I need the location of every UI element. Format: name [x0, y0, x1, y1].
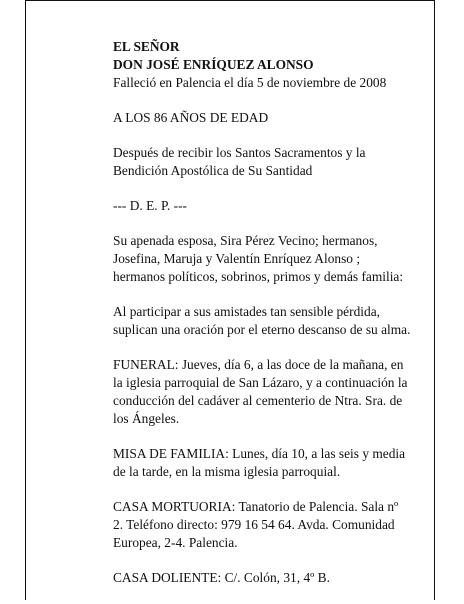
family-mass-block [113, 445, 423, 481]
funeral-line: conducción del cadáver al cementerio de Ntra. Sra. de [113, 393, 403, 408]
rip-block [113, 197, 423, 215]
sacraments-block [113, 144, 423, 180]
request-line: Al participar a sus amistades tan sensible pérdida, [113, 304, 380, 319]
mourning-house-line: CASA DOLIENTE: C/. Colón, 31, 4º B. [113, 570, 330, 585]
rip-line: --- D. E. P. --- [113, 198, 188, 213]
header-block [113, 38, 423, 92]
sacraments-line: Bendición Apostólica de Su Santidad [113, 163, 313, 178]
sacraments-line: Después de recibir los Santos Sacramentos y la [113, 145, 366, 160]
funeral-block [113, 356, 423, 428]
funeral-home-line: 2. Teléfono directo: 979 16 54 64. Avda. Comunidad [113, 517, 395, 532]
request-line: suplican una oración por el eterno descanso de su alma. [113, 322, 411, 337]
family-mass-line: de la tarde, en la misma iglesia parroquial. [113, 464, 341, 479]
family-line: Josefina, Maruja y Valentín Enríquez Alonso ; [113, 251, 361, 266]
funeral-line: los Ángeles. [113, 411, 180, 426]
obituary-notice [113, 38, 423, 604]
deceased-name: DON JOSÉ ENRÍQUEZ ALONSO [113, 57, 314, 72]
family-mass-line: MISA DE FAMILIA: Lunes, día 10, a las seis y media [113, 446, 406, 461]
title-line-1: EL SEÑOR [113, 39, 180, 54]
funeral-home-block [113, 498, 423, 552]
family-line: hermanos políticos, sobrinos, primos y demás familia: [113, 269, 404, 284]
funeral-line: la iglesia parroquial de San Lázaro, y a continuación la [113, 375, 408, 390]
death-date-line: Falleció en Palencia el día 5 de noviembre de 2008 [113, 75, 387, 90]
family-line: Su apenada esposa, Sira Pérez Vecino; hermanos, [113, 233, 378, 248]
family-block [113, 232, 423, 286]
funeral-home-line: Europea, 2-4. Palencia. [113, 535, 238, 550]
request-block [113, 303, 423, 339]
funeral-line: FUNERAL: Jueves, día 6, a las doce de la mañana, en [113, 357, 404, 372]
mourning-house-block [113, 569, 423, 587]
funeral-home-line: CASA MORTUORIA: Tanatorio de Palencia. Sala nº [113, 499, 399, 514]
age-line: A LOS 86 AÑOS DE EDAD [113, 110, 269, 125]
age-block [113, 109, 423, 127]
